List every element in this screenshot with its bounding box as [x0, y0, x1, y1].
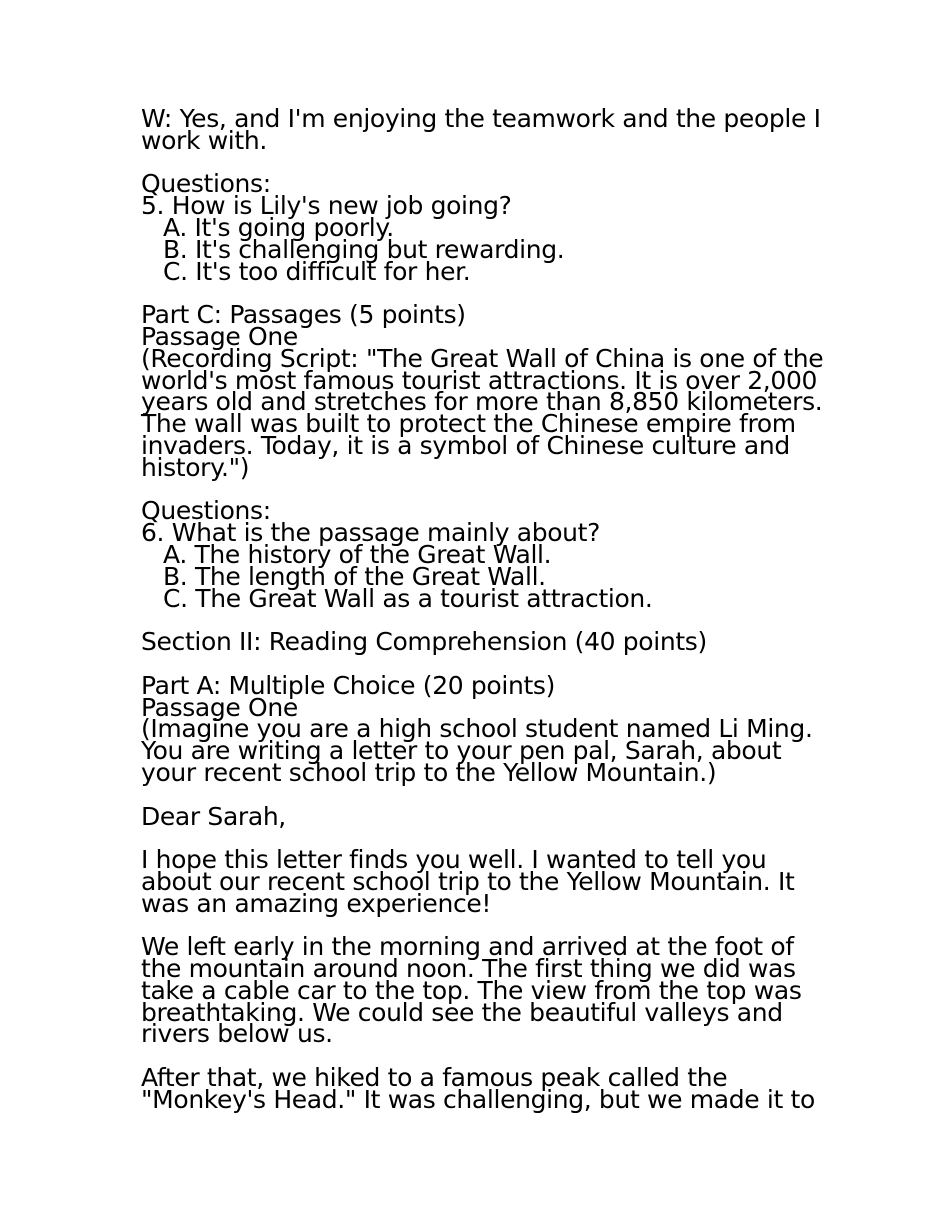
recording-script-line: (Recording Script: "The Great Wall of China is one of the — [141, 343, 824, 373]
letter-paragraph-line: After that, we hiked to a famous peak called the — [141, 1063, 728, 1093]
letter-greeting: Dear Sarah, — [141, 801, 286, 831]
dialogue-line: W: Yes, and I'm enjoying the teamwork and the people I — [141, 104, 821, 133]
letter-paragraph-line: was an amazing experience! — [141, 888, 492, 918]
question-5: 5. How is Lily's new job going? — [141, 191, 512, 221]
letter-paragraph-line: "Monkey's Head." It was challenging, but we made it to — [141, 1084, 815, 1114]
option-c: C. It's too difficult for her. — [163, 256, 471, 286]
document-body — [141, 104, 831, 1114]
passage-intro-line: (Imagine you are a high school student named Li Ming. — [141, 714, 813, 744]
letter-paragraph-line: I hope this letter finds you well. I wanted to tell you — [141, 845, 767, 875]
passage-title: Passage One — [141, 692, 298, 722]
recording-script-line: years old and stretches for more than 8,850 kilometers. — [141, 387, 823, 417]
option-a: A. It's going poorly. — [163, 212, 394, 242]
recording-script-line: history.") — [141, 452, 250, 482]
letter-paragraph-line: We left early in the morning and arrived at the foot of — [141, 932, 794, 962]
letter-paragraph-line: breathtaking. We could see the beautiful valleys and — [141, 997, 783, 1027]
passage-title: Passage One — [141, 321, 298, 351]
recording-script-line: world's most famous tourist attractions. It is over 2,000 — [141, 365, 818, 395]
option-c: C. The Great Wall as a tourist attraction. — [163, 583, 653, 613]
passage-intro-line: your recent school trip to the Yellow Mountain.) — [141, 757, 717, 787]
letter-paragraph-line: rivers below us. — [141, 1019, 333, 1049]
letter-paragraph-line: take a cable car to the top. The view from the top was — [141, 975, 802, 1005]
option-a: A. The history of the Great Wall. — [163, 539, 552, 569]
passage-intro-line: You are writing a letter to your pen pal, Sarah, about — [141, 736, 782, 766]
recording-script-line: invaders. Today, it is a symbol of Chinese culture and — [141, 430, 790, 460]
letter-paragraph-line: about our recent school trip to the Yellow Mountain. It — [141, 866, 795, 896]
questions-heading: Questions: — [141, 169, 271, 199]
question-6: 6. What is the passage mainly about? — [141, 518, 601, 548]
letter-paragraph-line: the mountain around noon. The first thing we did was — [141, 954, 796, 984]
section-2-title: Section II: Reading Comprehension (40 points) — [141, 627, 707, 657]
option-b: B. It's challenging but rewarding. — [163, 234, 565, 264]
recording-script-line: The wall was built to protect the Chinese empire from — [141, 409, 796, 439]
dialogue-line: work with. — [141, 125, 267, 155]
part-c-title: Part C: Passages (5 points) — [141, 300, 466, 330]
option-b: B. The length of the Great Wall. — [163, 561, 546, 591]
questions-heading: Questions: — [141, 496, 271, 526]
part-a-title: Part A: Multiple Choice (20 points) — [141, 670, 555, 700]
